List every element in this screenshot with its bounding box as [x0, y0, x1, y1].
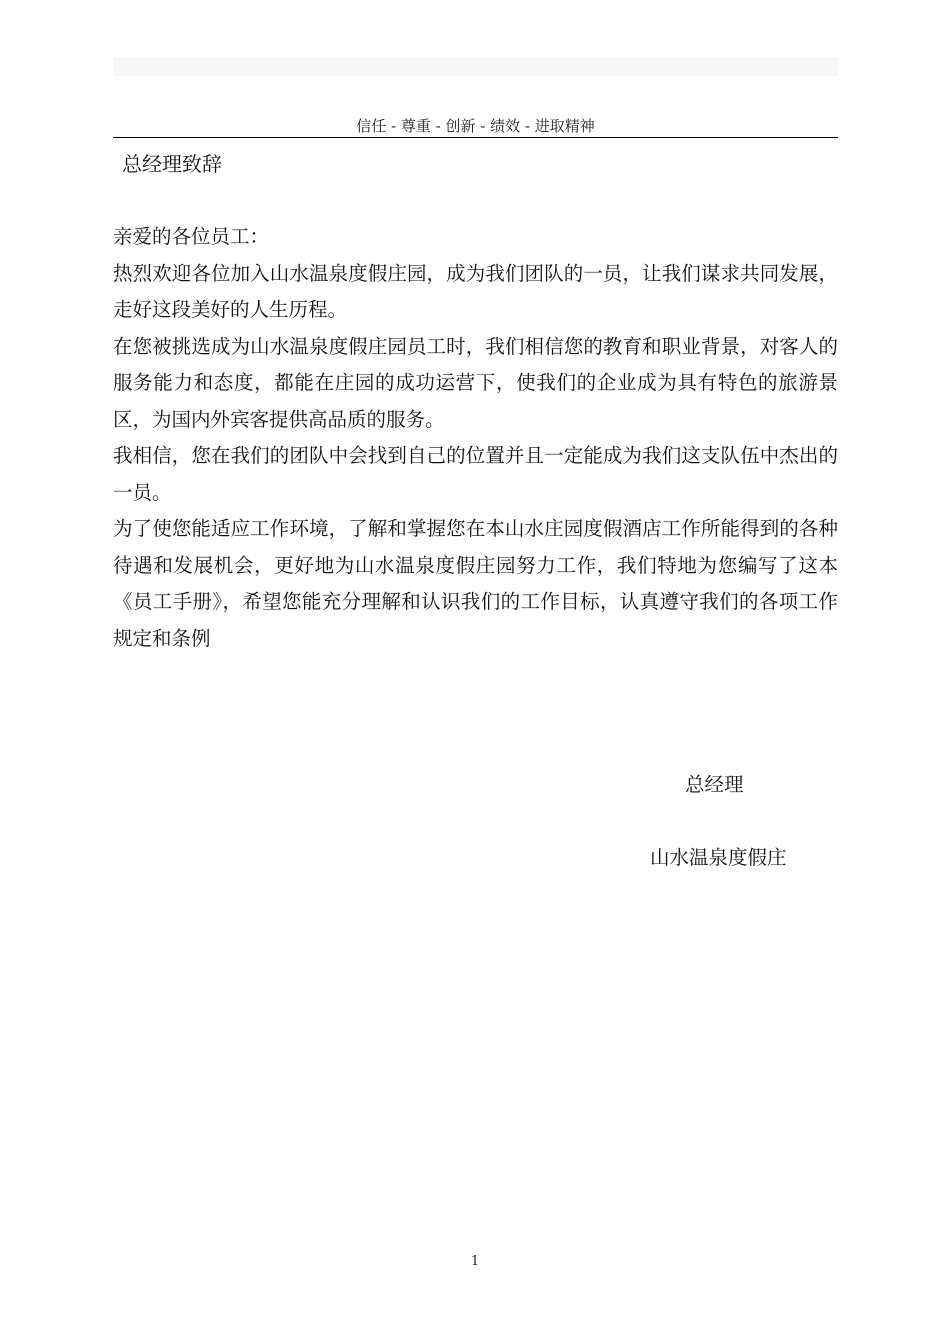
- paragraph-handbook: 为了使您能适应工作环境，了解和掌握您在本山水庄园度假酒店工作所能得到的各种待遇和发展机会，更好地为山水温泉度假庄园努力工作，我们特地为您编写了这本《员工手册》，希望您能充分理解和认识我们的工作目标，认真遵守我们的各项工作规定和条例: [113, 517, 838, 650]
- page-title: 总经理致辞: [122, 152, 222, 176]
- paragraph-selection: 在您被挑选成为山水温泉度假庄园员工时，我们相信您的教育和职业背景，对客人的服务能力和态度，都能在庄园的成功运营下，使我们的企业成为具有特色的旅游景区，为国内外宾客提供高品质的服务。: [113, 334, 838, 431]
- header-band: [113, 57, 838, 76]
- signature-title: 总经理: [685, 773, 744, 796]
- letter-body: [113, 219, 838, 657]
- paragraph-belief: 我相信，您在我们的团队中会找到自己的位置并且一定能成为我们这支队伍中杰出的一员。: [113, 444, 838, 504]
- page-number: 1: [470, 1254, 480, 1269]
- paragraph-welcome: 热烈欢迎各位加入山水温泉度假庄园，成为我们团队的一员，让我们谋求共同发展，走好这段美好的人生历程。: [113, 261, 838, 321]
- greeting: 亲爱的各位员工：: [113, 225, 270, 248]
- header-divider: [113, 137, 838, 138]
- signature-organization: 山水温泉度假庄: [650, 846, 787, 869]
- header-motto: 信任 - 尊重 - 创新 - 绩效 - 进取精神: [356, 117, 595, 135]
